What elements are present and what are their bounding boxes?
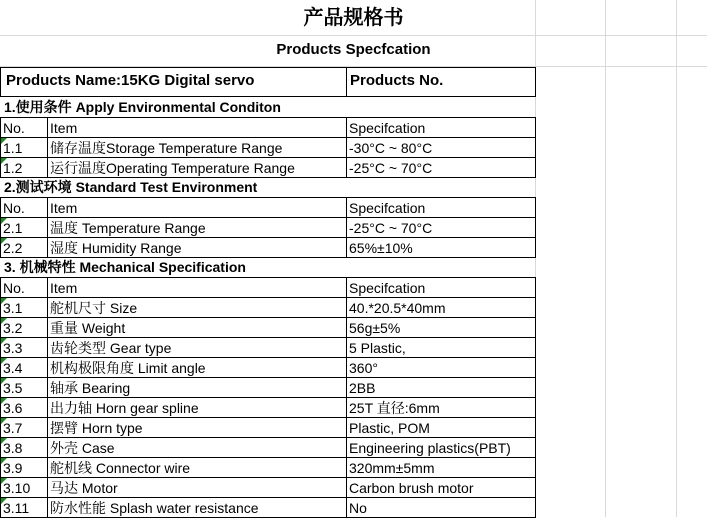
column-gridline [346,217,347,238]
column-gridline [346,417,347,438]
spec-row-item: 出力轴 Horn gear spline [50,400,199,416]
column-gridline [346,157,347,178]
column-header-specification: Specifcation [349,120,426,136]
spec-row-item: 机构极限角度 Limit angle [50,360,206,376]
spec-row-no: 3.5 [3,380,23,396]
column-gridline [47,477,48,498]
column-gridline [535,277,536,298]
column-gridline [47,417,48,438]
row-gridline [0,117,535,118]
column-gridline [535,397,536,418]
column-header-specification: Specifcation [349,280,426,296]
cell-comment-marker [1,438,7,444]
column-gridline [0,357,1,378]
row-gridline [0,67,535,68]
column-gridline [47,397,48,418]
spec-row-no: 2.2 [3,240,23,256]
product-name: Products Name:15KG Digital servo [6,72,255,89]
column-gridline [0,297,1,318]
column-gridline [47,317,48,338]
column-gridline [346,397,347,418]
spec-row-item: 轴承 Bearing [50,380,131,396]
row-gridline [0,197,535,198]
column-gridline [47,337,48,358]
column-gridline [0,217,1,238]
column-gridline [535,337,536,358]
spec-row-no: 3.11 [3,500,30,516]
column-gridline [47,117,48,138]
spec-row-item: 运行温度Operating Temperature Range [50,160,295,176]
column-gridline [0,237,1,258]
page-title-chinese: 产品规格书 [303,5,404,29]
column-gridline [535,357,536,378]
spec-row-value: Engineering plastics(PBT) [349,440,511,456]
spec-row-item: 重量 Weight [50,320,126,336]
column-gridline [47,157,48,178]
spec-row-item: 储存温度Storage Temperature Range [50,140,283,156]
column-gridline [676,0,677,517]
column-header-no: No. [3,280,25,296]
column-gridline [346,297,347,318]
column-header-no: No. [3,120,25,136]
spec-row-no: 1.2 [3,160,23,176]
column-gridline [346,477,347,498]
column-gridline [0,497,1,518]
cell-comment-marker [1,338,7,344]
spec-row-value: -25°C ~ 70°C [349,220,433,236]
spec-row-item: 防水性能 Splash water resistance [50,500,259,516]
cell-comment-marker [1,318,7,324]
column-gridline [0,137,1,158]
column-gridline [0,157,1,178]
column-gridline [346,497,347,518]
column-gridline [0,417,1,438]
cell-comment-marker [1,138,7,144]
spec-row-no: 2.1 [3,220,23,236]
spec-row-value: 56g±5% [349,320,401,336]
spec-row-value: 25T 直径:6mm [349,400,440,416]
column-gridline [605,0,606,517]
column-header-no: No. [3,200,25,216]
spec-row-no: 1.1 [3,140,23,156]
spec-row-value: 5 Plastic, [349,340,406,356]
spec-row-item: 舵机尺寸 Size [50,300,138,316]
column-gridline [0,397,1,418]
spec-row-item: 舵机线 Connector wire [50,460,191,476]
column-gridline [0,317,1,338]
cell-comment-marker [1,478,7,484]
column-gridline [535,417,536,438]
cell-comment-marker [1,498,7,504]
cell-comment-marker [1,238,7,244]
column-gridline [47,137,48,158]
column-gridline [535,477,536,498]
spec-row-value: 40.*20.5*40mm [349,300,446,316]
page-title-english: Products Specfcation [276,41,431,58]
column-gridline [47,457,48,478]
column-gridline [47,437,48,458]
column-gridline [346,437,347,458]
spec-row-item: 齿轮类型 Gear type [50,340,172,356]
spec-row-item: 外壳 Case [50,440,115,456]
column-gridline [535,457,536,478]
spec-row-item: 马达 Motor [50,480,118,496]
column-gridline [535,157,536,178]
spec-row-value: Plastic, POM [349,420,430,436]
column-gridline [0,67,1,97]
column-gridline [0,437,1,458]
section-header: 2.测试环境 Standard Test Environment [4,179,258,195]
column-header-item: Item [50,200,78,216]
column-gridline [535,117,536,138]
spec-row-no: 3.1 [3,300,23,316]
spec-row-no: 3.10 [3,480,31,496]
column-gridline [346,67,347,97]
column-gridline [346,237,347,258]
column-gridline [346,277,347,298]
spec-row-no: 3.7 [3,420,23,436]
column-gridline [535,297,536,318]
spec-row-no: 3.9 [3,460,23,476]
section-header: 1.使用条件 Apply Environmental Conditon [4,99,281,115]
column-gridline [0,277,1,298]
column-gridline [47,277,48,298]
row-gridline [0,35,707,36]
cell-comment-marker [1,158,7,164]
cell-comment-marker [1,398,7,404]
spec-row-no: 3.8 [3,440,23,456]
column-header-specification: Specifcation [349,200,426,216]
column-gridline [47,197,48,218]
column-gridline [47,497,48,518]
cell-comment-marker [1,218,7,224]
column-gridline [535,317,536,338]
column-gridline [346,457,347,478]
spec-row-value: 320mm±5mm [349,460,435,476]
column-gridline [0,377,1,398]
column-gridline [0,477,1,498]
product-number-label: Products No. [350,72,444,89]
spec-row-value: 360° [349,360,378,376]
cell-comment-marker [1,418,7,424]
column-header-item: Item [50,280,78,296]
column-gridline [346,317,347,338]
column-gridline [47,237,48,258]
column-gridline [535,67,536,97]
row-gridline [0,96,535,97]
spec-row-no: 3.3 [3,340,23,356]
column-gridline [535,137,536,158]
column-gridline [346,357,347,378]
spec-row-no: 3.4 [3,360,23,376]
spec-row-item: 摆臂 Horn type [50,420,143,436]
column-gridline [346,117,347,138]
section-header: 3. 机械特性 Mechanical Specification [4,259,246,275]
spec-row-no: 3.2 [3,320,23,336]
row-gridline [0,277,535,278]
column-gridline [346,137,347,158]
column-gridline [535,377,536,398]
column-gridline [346,377,347,398]
column-gridline [47,357,48,378]
column-gridline [346,197,347,218]
column-gridline [0,197,1,218]
spec-row-value: -30°C ~ 80°C [349,140,433,156]
column-gridline [47,217,48,238]
column-gridline [535,497,536,518]
column-header-item: Item [50,120,78,136]
column-gridline [0,337,1,358]
column-gridline [47,297,48,318]
column-gridline [535,437,536,458]
spec-row-value: -25°C ~ 70°C [349,160,433,176]
column-gridline [535,237,536,258]
spec-row-value: No [349,500,367,516]
spec-row-item: 温度 Temperature Range [50,220,206,236]
spec-row-no: 3.6 [3,400,23,416]
spec-row-value: 65%±10% [349,240,413,256]
cell-comment-marker [1,298,7,304]
spec-row-item: 湿度 Humidity Range [50,240,182,256]
column-gridline [535,197,536,218]
column-gridline [47,377,48,398]
spec-row-value: Carbon brush motor [349,480,474,496]
cell-comment-marker [1,378,7,384]
column-gridline [0,117,1,138]
column-gridline [346,337,347,358]
cell-comment-marker [1,458,7,464]
column-gridline [535,217,536,238]
column-gridline [0,457,1,478]
cell-comment-marker [1,358,7,364]
spec-row-value: 2BB [349,380,376,396]
